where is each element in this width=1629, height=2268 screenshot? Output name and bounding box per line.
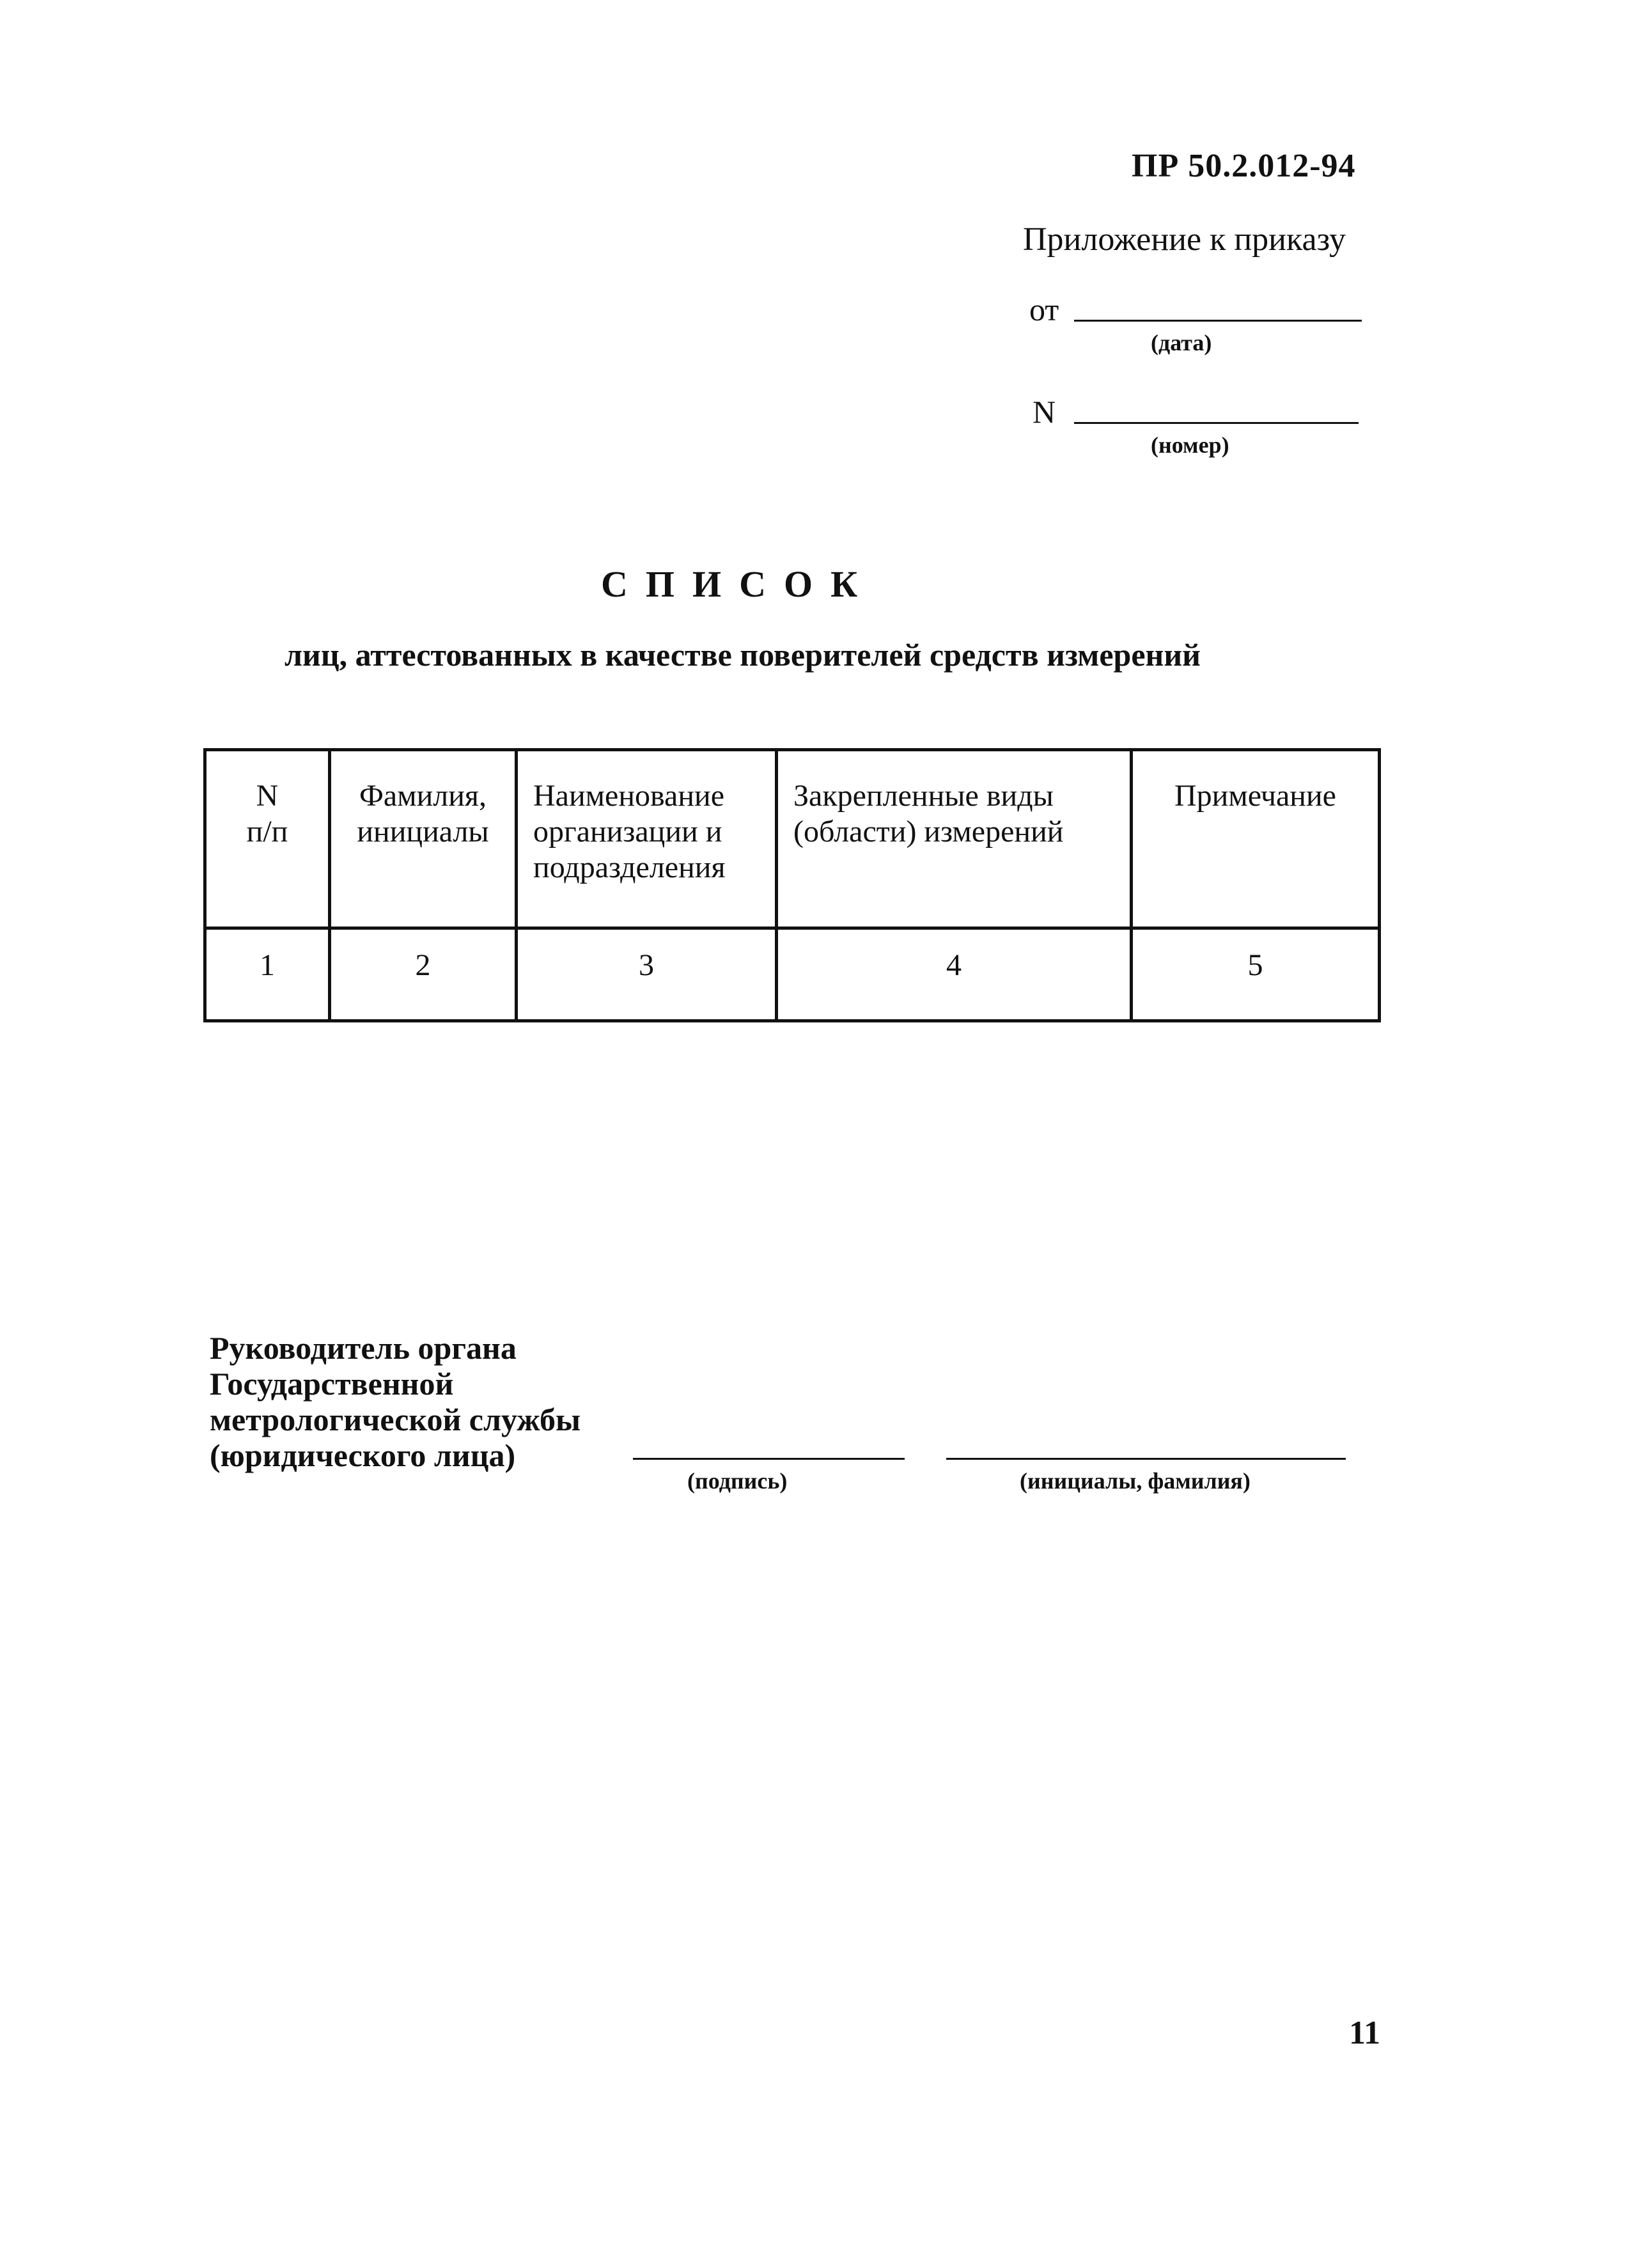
name-caption: (инициалы, фамилия) [1020, 1468, 1251, 1494]
number-field-caption: (номер) [1151, 432, 1229, 458]
date-field-caption: (дата) [1151, 330, 1212, 356]
column-number-cell: 1 [205, 928, 330, 1021]
table-header-row [205, 750, 1380, 928]
document-code: ПР 50.2.012-94 [1132, 148, 1356, 184]
header-cell-note: Примечание [1132, 750, 1380, 928]
page-number: 11 [1349, 2015, 1381, 2051]
date-field-label: от [1029, 292, 1059, 327]
column-number-cell: 5 [1132, 928, 1380, 1021]
signer-title: Руководитель органа Государственной метрологической службы (юридического лица) [210, 1330, 581, 1473]
verifiers-table [203, 748, 1381, 1022]
number-field-label: N [1033, 394, 1056, 430]
signature-caption: (подпись) [687, 1468, 788, 1494]
number-field-line [1074, 422, 1359, 424]
column-number-row [205, 928, 1380, 1021]
column-number-cell: 3 [517, 928, 777, 1021]
signature-line [633, 1458, 905, 1460]
header-cell-number: N п/п [205, 750, 330, 928]
header-cell-measurement-areas: Закрепленные виды (области) измерений [777, 750, 1132, 928]
header-cell-organization: Наименование организации и подразделения [517, 750, 777, 928]
list-subtitle: лиц, аттестованных в качестве поверителей средств измерений [284, 637, 1201, 673]
name-line [946, 1458, 1346, 1460]
annex-title: Приложение к приказу [1023, 221, 1346, 258]
column-number-cell: 2 [330, 928, 517, 1021]
list-title: СПИСОК [601, 563, 876, 605]
date-field-line [1074, 320, 1362, 322]
header-cell-name: Фамилия, инициалы [330, 750, 517, 928]
column-number-cell: 4 [777, 928, 1132, 1021]
